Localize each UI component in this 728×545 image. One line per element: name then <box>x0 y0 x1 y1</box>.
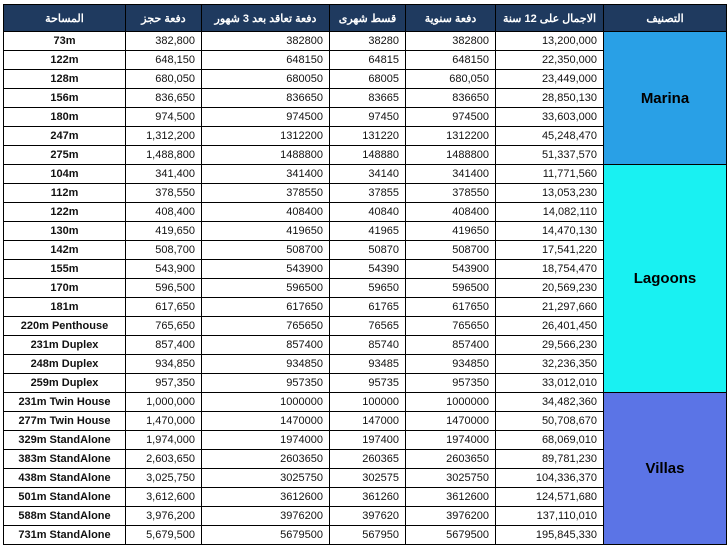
area-cell: 122m <box>4 203 126 222</box>
annual-cell: 378550 <box>406 184 496 203</box>
area-cell: 73m <box>4 32 126 51</box>
down-payment-cell: 765,650 <box>126 317 202 336</box>
annual-cell: 543900 <box>406 260 496 279</box>
down-payment-cell: 378,550 <box>126 184 202 203</box>
pricing-table <box>3 4 727 545</box>
down-payment-cell: 341,400 <box>126 165 202 184</box>
down-payment-cell: 596,500 <box>126 279 202 298</box>
header-annual: دفعة سنوية <box>406 5 496 32</box>
total-cell: 13,053,230 <box>496 184 604 203</box>
down-payment-cell: 419,650 <box>126 222 202 241</box>
area-cell: 247m <box>4 127 126 146</box>
annual-cell: 5679500 <box>406 526 496 545</box>
total-cell: 195,845,330 <box>496 526 604 545</box>
area-cell: 231m Twin House <box>4 393 126 412</box>
down-payment-cell: 3,976,200 <box>126 507 202 526</box>
contract-payment-cell: 1488800 <box>202 146 330 165</box>
contract-payment-cell: 957350 <box>202 374 330 393</box>
total-cell: 34,482,360 <box>496 393 604 412</box>
header-row <box>4 5 727 32</box>
category-marina: Marina <box>604 32 727 165</box>
annual-cell: 1470000 <box>406 412 496 431</box>
monthly-cell: 54390 <box>330 260 406 279</box>
down-payment-cell: 934,850 <box>126 355 202 374</box>
contract-payment-cell: 3976200 <box>202 507 330 526</box>
down-payment-cell: 2,603,650 <box>126 450 202 469</box>
down-payment-cell: 1,974,000 <box>126 431 202 450</box>
annual-cell: 419650 <box>406 222 496 241</box>
annual-cell: 857400 <box>406 336 496 355</box>
monthly-cell: 567950 <box>330 526 406 545</box>
contract-payment-cell: 3612600 <box>202 488 330 507</box>
total-cell: 14,082,110 <box>496 203 604 222</box>
contract-payment-cell: 680050 <box>202 70 330 89</box>
area-cell: 220m Penthouse <box>4 317 126 336</box>
total-cell: 50,708,670 <box>496 412 604 431</box>
area-cell: 259m Duplex <box>4 374 126 393</box>
monthly-cell: 147000 <box>330 412 406 431</box>
monthly-cell: 100000 <box>330 393 406 412</box>
annual-cell: 617650 <box>406 298 496 317</box>
monthly-cell: 59650 <box>330 279 406 298</box>
contract-payment-cell: 857400 <box>202 336 330 355</box>
contract-payment-cell: 1312200 <box>202 127 330 146</box>
area-cell: 130m <box>4 222 126 241</box>
down-payment-cell: 836,650 <box>126 89 202 108</box>
area-cell: 112m <box>4 184 126 203</box>
annual-cell: 1974000 <box>406 431 496 450</box>
monthly-cell: 41965 <box>330 222 406 241</box>
total-cell: 17,541,220 <box>496 241 604 260</box>
total-cell: 45,248,470 <box>496 127 604 146</box>
table-row <box>4 165 727 184</box>
contract-payment-cell: 378550 <box>202 184 330 203</box>
monthly-cell: 93485 <box>330 355 406 374</box>
monthly-cell: 83665 <box>330 89 406 108</box>
annual-cell: 408400 <box>406 203 496 222</box>
monthly-cell: 148880 <box>330 146 406 165</box>
monthly-cell: 68005 <box>330 70 406 89</box>
area-cell: 142m <box>4 241 126 260</box>
contract-payment-cell: 648150 <box>202 51 330 70</box>
down-payment-cell: 1,470,000 <box>126 412 202 431</box>
down-payment-cell: 3,612,600 <box>126 488 202 507</box>
category-lagoons: Lagoons <box>604 165 727 393</box>
header-down-payment: دفعة حجز <box>126 5 202 32</box>
annual-cell: 934850 <box>406 355 496 374</box>
contract-payment-cell: 408400 <box>202 203 330 222</box>
monthly-cell: 97450 <box>330 108 406 127</box>
annual-cell: 648150 <box>406 51 496 70</box>
monthly-cell: 302575 <box>330 469 406 488</box>
header-monthly: قسط شهرى <box>330 5 406 32</box>
contract-payment-cell: 2603650 <box>202 450 330 469</box>
down-payment-cell: 3,025,750 <box>126 469 202 488</box>
monthly-cell: 37855 <box>330 184 406 203</box>
contract-payment-cell: 543900 <box>202 260 330 279</box>
total-cell: 23,449,000 <box>496 70 604 89</box>
down-payment-cell: 974,500 <box>126 108 202 127</box>
area-cell: 275m <box>4 146 126 165</box>
contract-payment-cell: 765650 <box>202 317 330 336</box>
total-cell: 33,603,000 <box>496 108 604 127</box>
total-cell: 28,850,130 <box>496 89 604 108</box>
monthly-cell: 64815 <box>330 51 406 70</box>
annual-cell: 836650 <box>406 89 496 108</box>
header-total: الاجمال على 12 سنة <box>496 5 604 32</box>
area-cell: 122m <box>4 51 126 70</box>
annual-cell: 596500 <box>406 279 496 298</box>
contract-payment-cell: 617650 <box>202 298 330 317</box>
contract-payment-cell: 5679500 <box>202 526 330 545</box>
area-cell: 104m <box>4 165 126 184</box>
annual-cell: 1312200 <box>406 127 496 146</box>
monthly-cell: 260365 <box>330 450 406 469</box>
annual-cell: 1000000 <box>406 393 496 412</box>
annual-cell: 382800 <box>406 32 496 51</box>
area-cell: 180m <box>4 108 126 127</box>
total-cell: 18,754,470 <box>496 260 604 279</box>
area-cell: 383m StandAlone <box>4 450 126 469</box>
total-cell: 21,297,660 <box>496 298 604 317</box>
total-cell: 104,336,370 <box>496 469 604 488</box>
area-cell: 438m StandAlone <box>4 469 126 488</box>
down-payment-cell: 543,900 <box>126 260 202 279</box>
total-cell: 137,110,010 <box>496 507 604 526</box>
monthly-cell: 361260 <box>330 488 406 507</box>
total-cell: 89,781,230 <box>496 450 604 469</box>
contract-payment-cell: 419650 <box>202 222 330 241</box>
down-payment-cell: 680,050 <box>126 70 202 89</box>
table-body <box>4 32 727 545</box>
total-cell: 22,350,000 <box>496 51 604 70</box>
total-cell: 20,569,230 <box>496 279 604 298</box>
area-cell: 277m Twin House <box>4 412 126 431</box>
area-cell: 155m <box>4 260 126 279</box>
area-cell: 588m StandAlone <box>4 507 126 526</box>
annual-cell: 1488800 <box>406 146 496 165</box>
down-payment-cell: 648,150 <box>126 51 202 70</box>
annual-cell: 2603650 <box>406 450 496 469</box>
total-cell: 124,571,680 <box>496 488 604 507</box>
monthly-cell: 50870 <box>330 241 406 260</box>
total-cell: 68,069,010 <box>496 431 604 450</box>
area-cell: 181m <box>4 298 126 317</box>
annual-cell: 3025750 <box>406 469 496 488</box>
contract-payment-cell: 3025750 <box>202 469 330 488</box>
down-payment-cell: 957,350 <box>126 374 202 393</box>
down-payment-cell: 382,800 <box>126 32 202 51</box>
annual-cell: 680,050 <box>406 70 496 89</box>
total-cell: 51,337,570 <box>496 146 604 165</box>
annual-cell: 974500 <box>406 108 496 127</box>
header-category: التصنيف <box>604 5 727 32</box>
total-cell: 29,566,230 <box>496 336 604 355</box>
contract-payment-cell: 1470000 <box>202 412 330 431</box>
category-villas: Villas <box>604 393 727 545</box>
total-cell: 26,401,450 <box>496 317 604 336</box>
contract-payment-cell: 974500 <box>202 108 330 127</box>
area-cell: 231m Duplex <box>4 336 126 355</box>
area-cell: 128m <box>4 70 126 89</box>
total-cell: 32,236,350 <box>496 355 604 374</box>
area-cell: 248m Duplex <box>4 355 126 374</box>
annual-cell: 3976200 <box>406 507 496 526</box>
area-cell: 329m StandAlone <box>4 431 126 450</box>
total-cell: 13,200,000 <box>496 32 604 51</box>
contract-payment-cell: 836650 <box>202 89 330 108</box>
area-cell: 170m <box>4 279 126 298</box>
contract-payment-cell: 596500 <box>202 279 330 298</box>
header-contract-payment: دفعة تعاقد بعد 3 شهور <box>202 5 330 32</box>
table-row <box>4 393 727 412</box>
monthly-cell: 34140 <box>330 165 406 184</box>
annual-cell: 508700 <box>406 241 496 260</box>
contract-payment-cell: 508700 <box>202 241 330 260</box>
total-cell: 33,012,010 <box>496 374 604 393</box>
contract-payment-cell: 382800 <box>202 32 330 51</box>
header-area: المساحة <box>4 5 126 32</box>
monthly-cell: 40840 <box>330 203 406 222</box>
monthly-cell: 95735 <box>330 374 406 393</box>
contract-payment-cell: 1000000 <box>202 393 330 412</box>
annual-cell: 3612600 <box>406 488 496 507</box>
down-payment-cell: 1,488,800 <box>126 146 202 165</box>
contract-payment-cell: 341400 <box>202 165 330 184</box>
down-payment-cell: 508,700 <box>126 241 202 260</box>
total-cell: 14,470,130 <box>496 222 604 241</box>
down-payment-cell: 1,000,000 <box>126 393 202 412</box>
down-payment-cell: 857,400 <box>126 336 202 355</box>
annual-cell: 341400 <box>406 165 496 184</box>
annual-cell: 765650 <box>406 317 496 336</box>
down-payment-cell: 5,679,500 <box>126 526 202 545</box>
total-cell: 11,771,560 <box>496 165 604 184</box>
monthly-cell: 85740 <box>330 336 406 355</box>
monthly-cell: 76565 <box>330 317 406 336</box>
table-row <box>4 32 727 51</box>
area-cell: 156m <box>4 89 126 108</box>
down-payment-cell: 408,400 <box>126 203 202 222</box>
area-cell: 501m StandAlone <box>4 488 126 507</box>
monthly-cell: 397620 <box>330 507 406 526</box>
annual-cell: 957350 <box>406 374 496 393</box>
monthly-cell: 131220 <box>330 127 406 146</box>
monthly-cell: 197400 <box>330 431 406 450</box>
monthly-cell: 61765 <box>330 298 406 317</box>
down-payment-cell: 617,650 <box>126 298 202 317</box>
area-cell: 731m StandAlone <box>4 526 126 545</box>
down-payment-cell: 1,312,200 <box>126 127 202 146</box>
contract-payment-cell: 934850 <box>202 355 330 374</box>
contract-payment-cell: 1974000 <box>202 431 330 450</box>
monthly-cell: 38280 <box>330 32 406 51</box>
